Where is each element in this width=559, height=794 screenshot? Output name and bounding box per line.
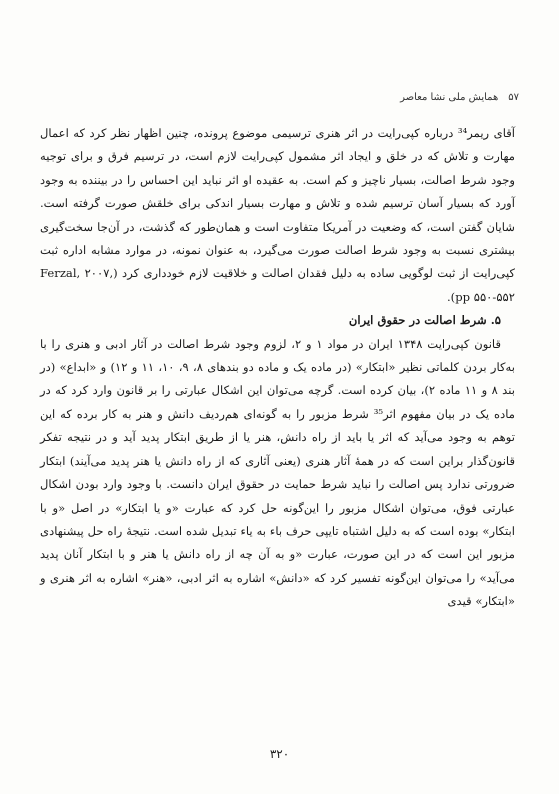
- header-running-title: همایش ملی نشا معاصر: [400, 92, 499, 103]
- header-page-number: ۵۷: [508, 92, 519, 103]
- paragraph-1: آقای ریمر³⁴ درباره کپی‌رایت در اثر هنری ترسیمی موضوع پرونده، چنین اظهار نظر کرد که اعمال مهارت و تلاش که در خلق و ایجاد اثر مشمول کپی‌رایت لازم است، در ترسیم فرق و برای توجیه وجود شرط اصالت، بسیار ناچیز و کم است. به عقیده او اثر نباید این احساس را در بیننده به وجود آورد که بسیار آسان ترسیم شده و تلاش و مهارت بسیار اندکی برای خلقش صورت گرفته است. شایان گفتن است، که وضعیت در آمریکا متفاوت است و همان‌طور که گذشت، در آن‌جا سخت‌گیری بیشتری نسبت به وجود شرط اصالت صورت می‌گیرد، به عنوان نمونه، در موارد مشابه اداره ثبت کپی‌رایت از ثبت لوگویی ساده به دلیل فقدان اصالت و خلاقیت لازم خودداری کرد (Ferzal, ۲۰۰۷, pp ۵۵۰-۵۵۲).: [40, 126, 515, 304]
- running-header: [40, 92, 519, 103]
- section-title: ۵. شرط اصالت در حقوق ایران: [348, 313, 501, 328]
- page-body: [40, 122, 515, 614]
- page-footer: [0, 747, 559, 761]
- paragraph-2: قانون کپی‌رایت ۱۳۴۸ ایران در مواد ۱ و ۲، لزوم وجود شرط اصالت در آثار ادبی و هنری را با به‌کار بردن کلماتی نظیر «ابتکار» (در ماده یک و ماده دو بندهای ۸، ۹، ۱۰، ۱۱ و ۱۲) و «ابداع» (در بند ۸ و ۱۱ ماده ۲)، بیان کرده است. گرچه می‌توان این اشکال عبارتی را بر قانون وارد کرد که در ماده یک در بیان مفهوم اثر³⁵ شرط مزبور را به گونه‌ای هم‌ردیف دانش و هنر به کار برده که این توهم به وجود می‌آید که اثر یا باید از راه دانش، هنر یا از طریق ابتکار پدید آید و در نتیجه تفکر قانون‌گذار براین است که در همهٔ آثار هنری (یعنی آثاری که از راه دانش یا هنر پدید می‌آیند) ابتکار ضرورتی ندارد پس اصالت را نباید شرط حمایت در حقوق ایران دانست. با وجود وارد بودن اشکال عبارتی فوق، می‌توان اشکال مزبور را این‌گونه حل کرد که عبارت «و یا ابتکار» در اصل «و با ابتکار» بوده است که به دلیل اشتباه تایپی حرف باء به یاء تبدیل شده است. نتیجهٔ راه حل پیشنهادی مزبور این است که در این صورت، عبارت «و به آن چه از راه دانش یا هنر و با ابتکار آنان پدید می‌آید» را می‌توان این‌گونه تفسیر کرد که «دانش» اشاره به اثر ادبی، «هنر» اشاره به اثر هنری و «ابتکار» قیدی: [40, 336, 515, 609]
- footer-page-number: ۳۲۰: [269, 747, 290, 761]
